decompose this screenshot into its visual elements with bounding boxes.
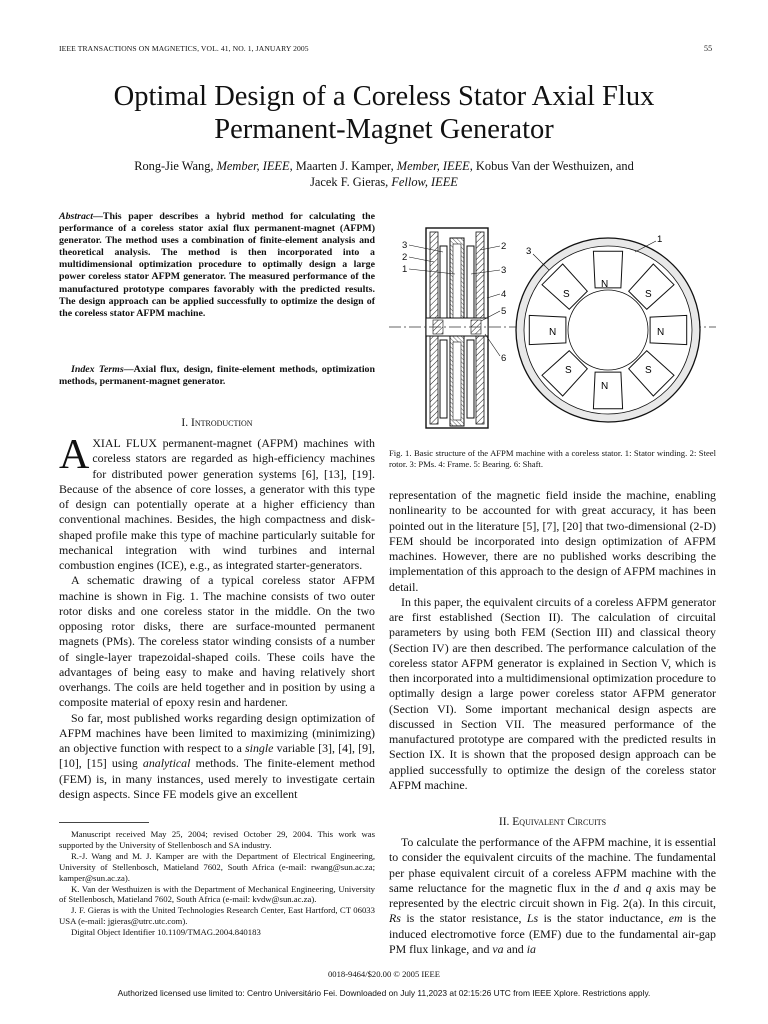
intro-paragraph-1: AXIAL FLUX permanent-magnet (AFPM) machines with coreless stators are regarded as high-efficiency machines for distributed power generation systems [6], [13], [19]. Because of the absence of core losses, a generator with this type of design can potentially operate at a higher efficiency than conventional machines. Besides, the high compactness and disk-shaped profile make this type of machine particularly suitable for mechanical integration with wind turbines and internal combustion engines (ICE), e.g., as integrated starter-generators.: [59, 432, 375, 572]
magnet-s-bottom-right: S: [645, 365, 652, 376]
author-4: Jacek F. Gieras,: [310, 175, 389, 189]
footnote-doi: Digital Object Identifier 10.1109/TMAG.2004.840183: [71, 927, 261, 938]
author-3: , Kobus Van der Westhuizen, and: [469, 159, 634, 173]
label-5: 5: [501, 306, 507, 317]
label-2-right: 2: [501, 241, 507, 252]
author-4-role: Fellow, IEEE: [391, 175, 458, 189]
label-3-left: 3: [402, 240, 408, 251]
magnet-n-bottom: N: [601, 381, 609, 392]
section-1-body: [59, 432, 375, 802]
permanent-magnet: [529, 315, 566, 344]
section-2-body: [389, 835, 716, 957]
magnet-n-top: N: [601, 279, 609, 290]
magnet-s-bottom-left: S: [565, 365, 572, 376]
license-line: Authorized licensed use limited to: Centro Universitário Fei. Downloaded on July 11,2023 at 02:15:26 UTC from IEEE Xplore. Restrictions apply.: [117, 988, 651, 998]
label-4: 4: [501, 289, 507, 300]
label-2-left: 2: [402, 252, 408, 263]
magnet-n-left: N: [549, 327, 557, 338]
running-header: IEEE TRANSACTIONS ON MAGNETICS, VOL. 41, NO. 1, JANUARY 2005: [59, 44, 309, 53]
paper-title: [0, 80, 768, 146]
intro-paragraph-2: A schematic drawing of a typical coreless stator AFPM machine is shown in Fig. 1. The machine consists of two outer rotor disks and one coreless stator in the middle. On the two opposing rotor disks, there are surface-mounted permanent magnets (PMs). The coreless stator winding consists of a number of single-layer trapezoidal-shaped coils. These coils have the advantages of being easy to make and having relatively short overhangs. The coils are held together and in position by using a composite material of epoxy resin and hardener.: [59, 573, 375, 710]
label-6: 6: [501, 353, 507, 364]
footnote-affiliation-3: J. F. Gieras is with the United Technologies Research Center, East Hartford, CT 06033 USA (e-mail: jgieras@utrc.utc.com).: [59, 905, 375, 927]
author-2-role: Member, IEEE: [396, 159, 470, 173]
label-3-face: 3: [526, 246, 532, 257]
index-terms-text: —Axial flux, design, finite-element methods, optimization methods, permanent-magnet generator.: [59, 364, 375, 388]
magnet-s-top-right: S: [645, 289, 652, 300]
right-column-body: [389, 488, 716, 793]
drop-cap: A: [59, 432, 90, 478]
page-number: 55: [704, 44, 713, 53]
footnote-received: Manuscript received May 25, 2004; revised October 29, 2004. This work was supported by the University of Stellenbosch and SA industry.: [59, 829, 375, 850]
permanent-magnet: [650, 315, 687, 344]
author-list: [0, 158, 768, 190]
author-1-role: Member, IEEE: [216, 159, 290, 173]
rotor-face-view: [516, 234, 700, 422]
index-terms: [59, 364, 375, 388]
section-2-paragraph-1: To calculate the performance of the AFPM machine, it is essential to consider the equivalent circuits of the machine. The fundamental per phase equivalent circuit of a coreless AFPM machine with the same reluctance for the magnetic flux in the d and q axis may be represented by the electric circuit shown in Fig. 2(a). In this circuit, Rs is the stator resistance, Ls is the stator inductance, em is the induced electromotive force (EMF) due to the fundamental air-gap PM flux linkage, and va and ia: [389, 835, 716, 956]
label-1-left: 1: [402, 264, 408, 275]
section-2-heading: II. Equivalent Circuits: [498, 816, 607, 828]
footnote-affiliation-2: K. Van der Westhuizen is with the Department of Mechanical Engineering, University of Stellenbosch, Matieland 7602, South Africa (e-mail: kvdw@sun.ac.za).: [59, 883, 375, 905]
footnotes: [59, 829, 375, 938]
title-line-2: Permanent-Magnet Generator: [214, 114, 554, 145]
title-line-1: Optimal Design of a Coreless Stator Axial Flux: [113, 81, 655, 112]
abstract: [59, 211, 375, 320]
index-terms-label: Index Terms: [71, 364, 124, 375]
author-2: , Maarten J. Kamper,: [289, 159, 394, 173]
footnote-affiliation-1: R.-J. Wang and M. J. Kamper are with the Department of Electrical Engineering, University of Stellenbosch, Matieland 7602, South Africa (e-mail: rwang@sun.ac.za; kamper@sun.ac.za).: [59, 850, 375, 883]
abstract-label: Abstract: [59, 211, 94, 222]
copyright-line: 0018-9464/$20.00 © 2005 IEEE: [327, 969, 441, 979]
right-paragraph-2: In this paper, the equivalent circuits of a coreless AFPM generator are first established (Section II). The calculation of circuital parameters by using both FEM (Section III) and classical theory (Section IV) are then described. The performance calculation of the coreless stator AFPM generator is explained in Section V, which is then incorporated into a multidimensional optimization procedure to optimally design a large power coreless stator AFPM generator (Section VI). Some important mechanical design aspects are discussed in Section VII. The measured performance of the manufactured prototype are compared with the predicted results in Section IX. It is shown that the proposed design approach can be applied successfully to optimize the design of the coreless stator AFPM machine.: [389, 594, 716, 792]
figure-1-caption: Fig. 1. Basic structure of the AFPM machine with a coreless stator. 1: Stator winding. 2: Steel rotor. 3: PMs. 4: Frame. 5: Bearing. 6: Shaft.: [389, 448, 716, 469]
abstract-text: —This paper describes a hybrid method for calculating the performance of a coreless stator axial flux permanent-magnet (AFPM) generator. The method uses a combination of finite-element analysis and theoretical analysis. The method is then incorporated into a multidimensional optimization procedure to optimally design a large power coreless stator AFPM generator. The measured performance of the manufactured prototype compares favorably with the predicted results. The design approach can be applied successfully to optimize the design of the coreless stator AFPM machine.: [59, 211, 375, 319]
intro-paragraph-3: So far, most published works regarding design optimization of AFPM machines have been limited to maximizing (minimizing) an objective function with respect to a single variable [3], [4], [9], [10], [15] using analytical methods. The finite-element method (FEM) is, in many instances, used merely to investigate certain design aspects. Since FE models give an excellent: [59, 710, 375, 801]
footnote-divider: [59, 822, 149, 823]
right-paragraph-1: representation of the magnetic field inside the machine, enabling nonlinearity to be accounted for with great accuracy, it has been pointed out in the literature [5], [7], [20] that two-dimensional (2-D) FEM should be incorporated into design optimization of AFPM machines. However, there are no published works describing the implementation of this approach to the design of AFPM machines in detail.: [389, 488, 716, 594]
label-3-right: 3: [501, 265, 507, 276]
section-1-heading: I. Introduction: [181, 417, 253, 429]
label-1-face: 1: [657, 234, 663, 245]
figure-1-diagram: [389, 222, 716, 444]
magnet-n-right: N: [657, 327, 665, 338]
magnet-s-top-left: S: [563, 289, 570, 300]
author-1: Rong-Jie Wang,: [134, 159, 214, 173]
